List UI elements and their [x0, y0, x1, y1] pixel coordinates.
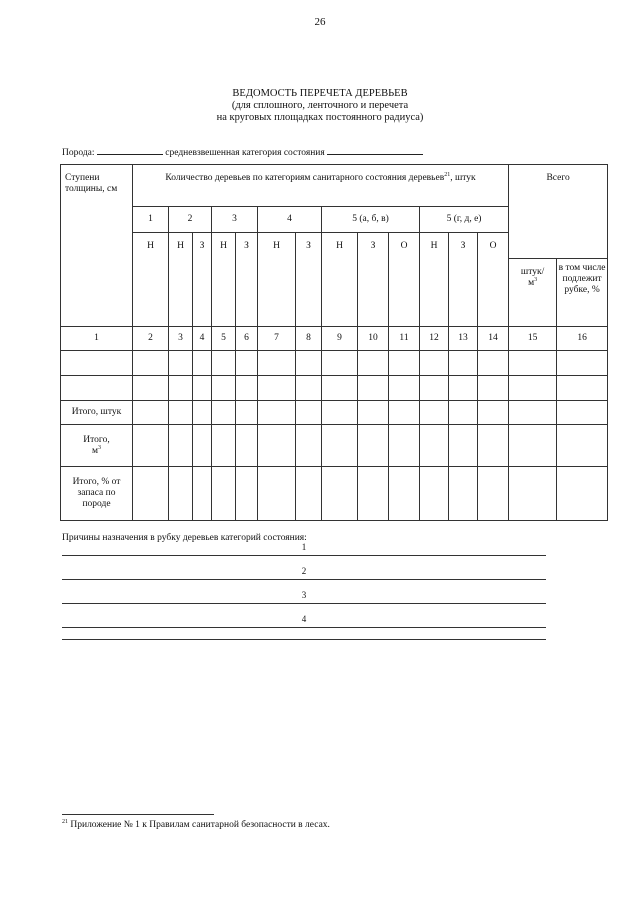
colnum-15: 15 [509, 327, 557, 351]
footnote-text: Приложение № 1 к Правилам санитарной безопасности в лесах. [70, 820, 330, 830]
reasons-title: Причины назначения в рубку деревьев категорий состояния: [62, 533, 307, 543]
colnum-5: 5 [212, 327, 236, 351]
subcol-11: Н [420, 233, 449, 327]
row-total-m3-label: Итого, [83, 434, 110, 445]
tally-table [60, 164, 608, 521]
total-m-label: м [528, 278, 535, 288]
colnum-9: 9 [322, 327, 358, 351]
reason-line-3 [62, 591, 546, 604]
reason-number-2: 2 [301, 566, 307, 576]
subcol-6: Н [258, 233, 296, 327]
category-1: 1 [133, 207, 169, 233]
row-total-m3 [61, 425, 133, 467]
subcol-3: З [193, 233, 212, 327]
header-count-unit: , штук [450, 173, 476, 183]
subcol-5: З [236, 233, 258, 327]
colnum-8: 8 [296, 327, 322, 351]
reason-line-2 [62, 567, 546, 580]
page-number: 26 [314, 16, 326, 28]
subcol-8: Н [322, 233, 358, 327]
subcol-4: Н [212, 233, 236, 327]
colnum-3: 3 [169, 327, 193, 351]
table-row [61, 351, 608, 376]
colnum-10: 10 [358, 327, 389, 351]
table-row [61, 425, 608, 467]
footnote [62, 820, 330, 830]
reason-line-5 [62, 627, 546, 640]
subcol-7: З [296, 233, 322, 327]
colnum-14: 14 [478, 327, 509, 351]
category-blank [327, 145, 423, 155]
row-total-percent: Итого, % от запаса по породе [61, 467, 133, 521]
table-row [61, 467, 608, 521]
subcol-1: Н [133, 233, 169, 327]
header-count [133, 165, 509, 207]
header-total: Всего [509, 165, 608, 259]
document-title: ВЕДОМОСТЬ ПЕРЕЧЕТА ДЕРЕВЬЕВ [232, 88, 408, 99]
subcol-9: З [358, 233, 389, 327]
header-stage: Ступени толщины, см [61, 165, 133, 327]
category-5abv: 5 (а, б, в) [322, 207, 420, 233]
row-total-pieces: Итого, штук [61, 401, 133, 425]
subcol-2: Н [169, 233, 193, 327]
total-felling-header: в том числе подлежит рубке, % [557, 259, 608, 327]
colnum-16: 16 [557, 327, 608, 351]
footnote-mark: 21 [62, 818, 68, 825]
colnum-13: 13 [449, 327, 478, 351]
reason-number-4: 4 [301, 614, 307, 624]
category-4: 4 [258, 207, 322, 233]
category-3: 3 [212, 207, 258, 233]
subcol-10: О [389, 233, 420, 327]
footnote-rule [62, 814, 214, 815]
subcol-13: О [478, 233, 509, 327]
subcol-12: З [449, 233, 478, 327]
reason-number-3: 3 [301, 590, 307, 600]
total-pieces-label: штук/ [520, 267, 545, 277]
category-5gde: 5 (г, д, е) [420, 207, 509, 233]
breed-blank [97, 145, 163, 155]
colnum-11: 11 [389, 327, 420, 351]
total-pieces-m3-header [509, 259, 557, 327]
breed-line [62, 145, 423, 158]
title-block [0, 88, 640, 124]
document-subtitle-1: (для сплошного, ленточного и перечета [231, 100, 409, 111]
table-row [61, 376, 608, 401]
reason-line-1 [62, 543, 546, 556]
reason-number-1: 1 [301, 542, 307, 552]
document-subtitle-2: на круговых площадках постоянного радиуса) [216, 112, 424, 123]
colnum-2: 2 [133, 327, 169, 351]
colnum-1: 1 [61, 327, 133, 351]
colnum-12: 12 [420, 327, 449, 351]
total-m-sup: 3 [534, 276, 538, 283]
table-row [61, 401, 608, 425]
colnum-4: 4 [193, 327, 212, 351]
row-total-m3-unit: м [91, 445, 98, 456]
breed-label: Порода: [62, 148, 95, 158]
row-total-m3-sup: 3 [98, 444, 101, 451]
colnum-7: 7 [258, 327, 296, 351]
header-count-footnote: 21 [444, 171, 451, 178]
header-count-label: Количество деревьев по категориям санитарного состояния деревьев [165, 173, 445, 183]
category-label: средневзвешенная категория состояния [165, 148, 325, 158]
category-2: 2 [169, 207, 212, 233]
colnum-6: 6 [236, 327, 258, 351]
